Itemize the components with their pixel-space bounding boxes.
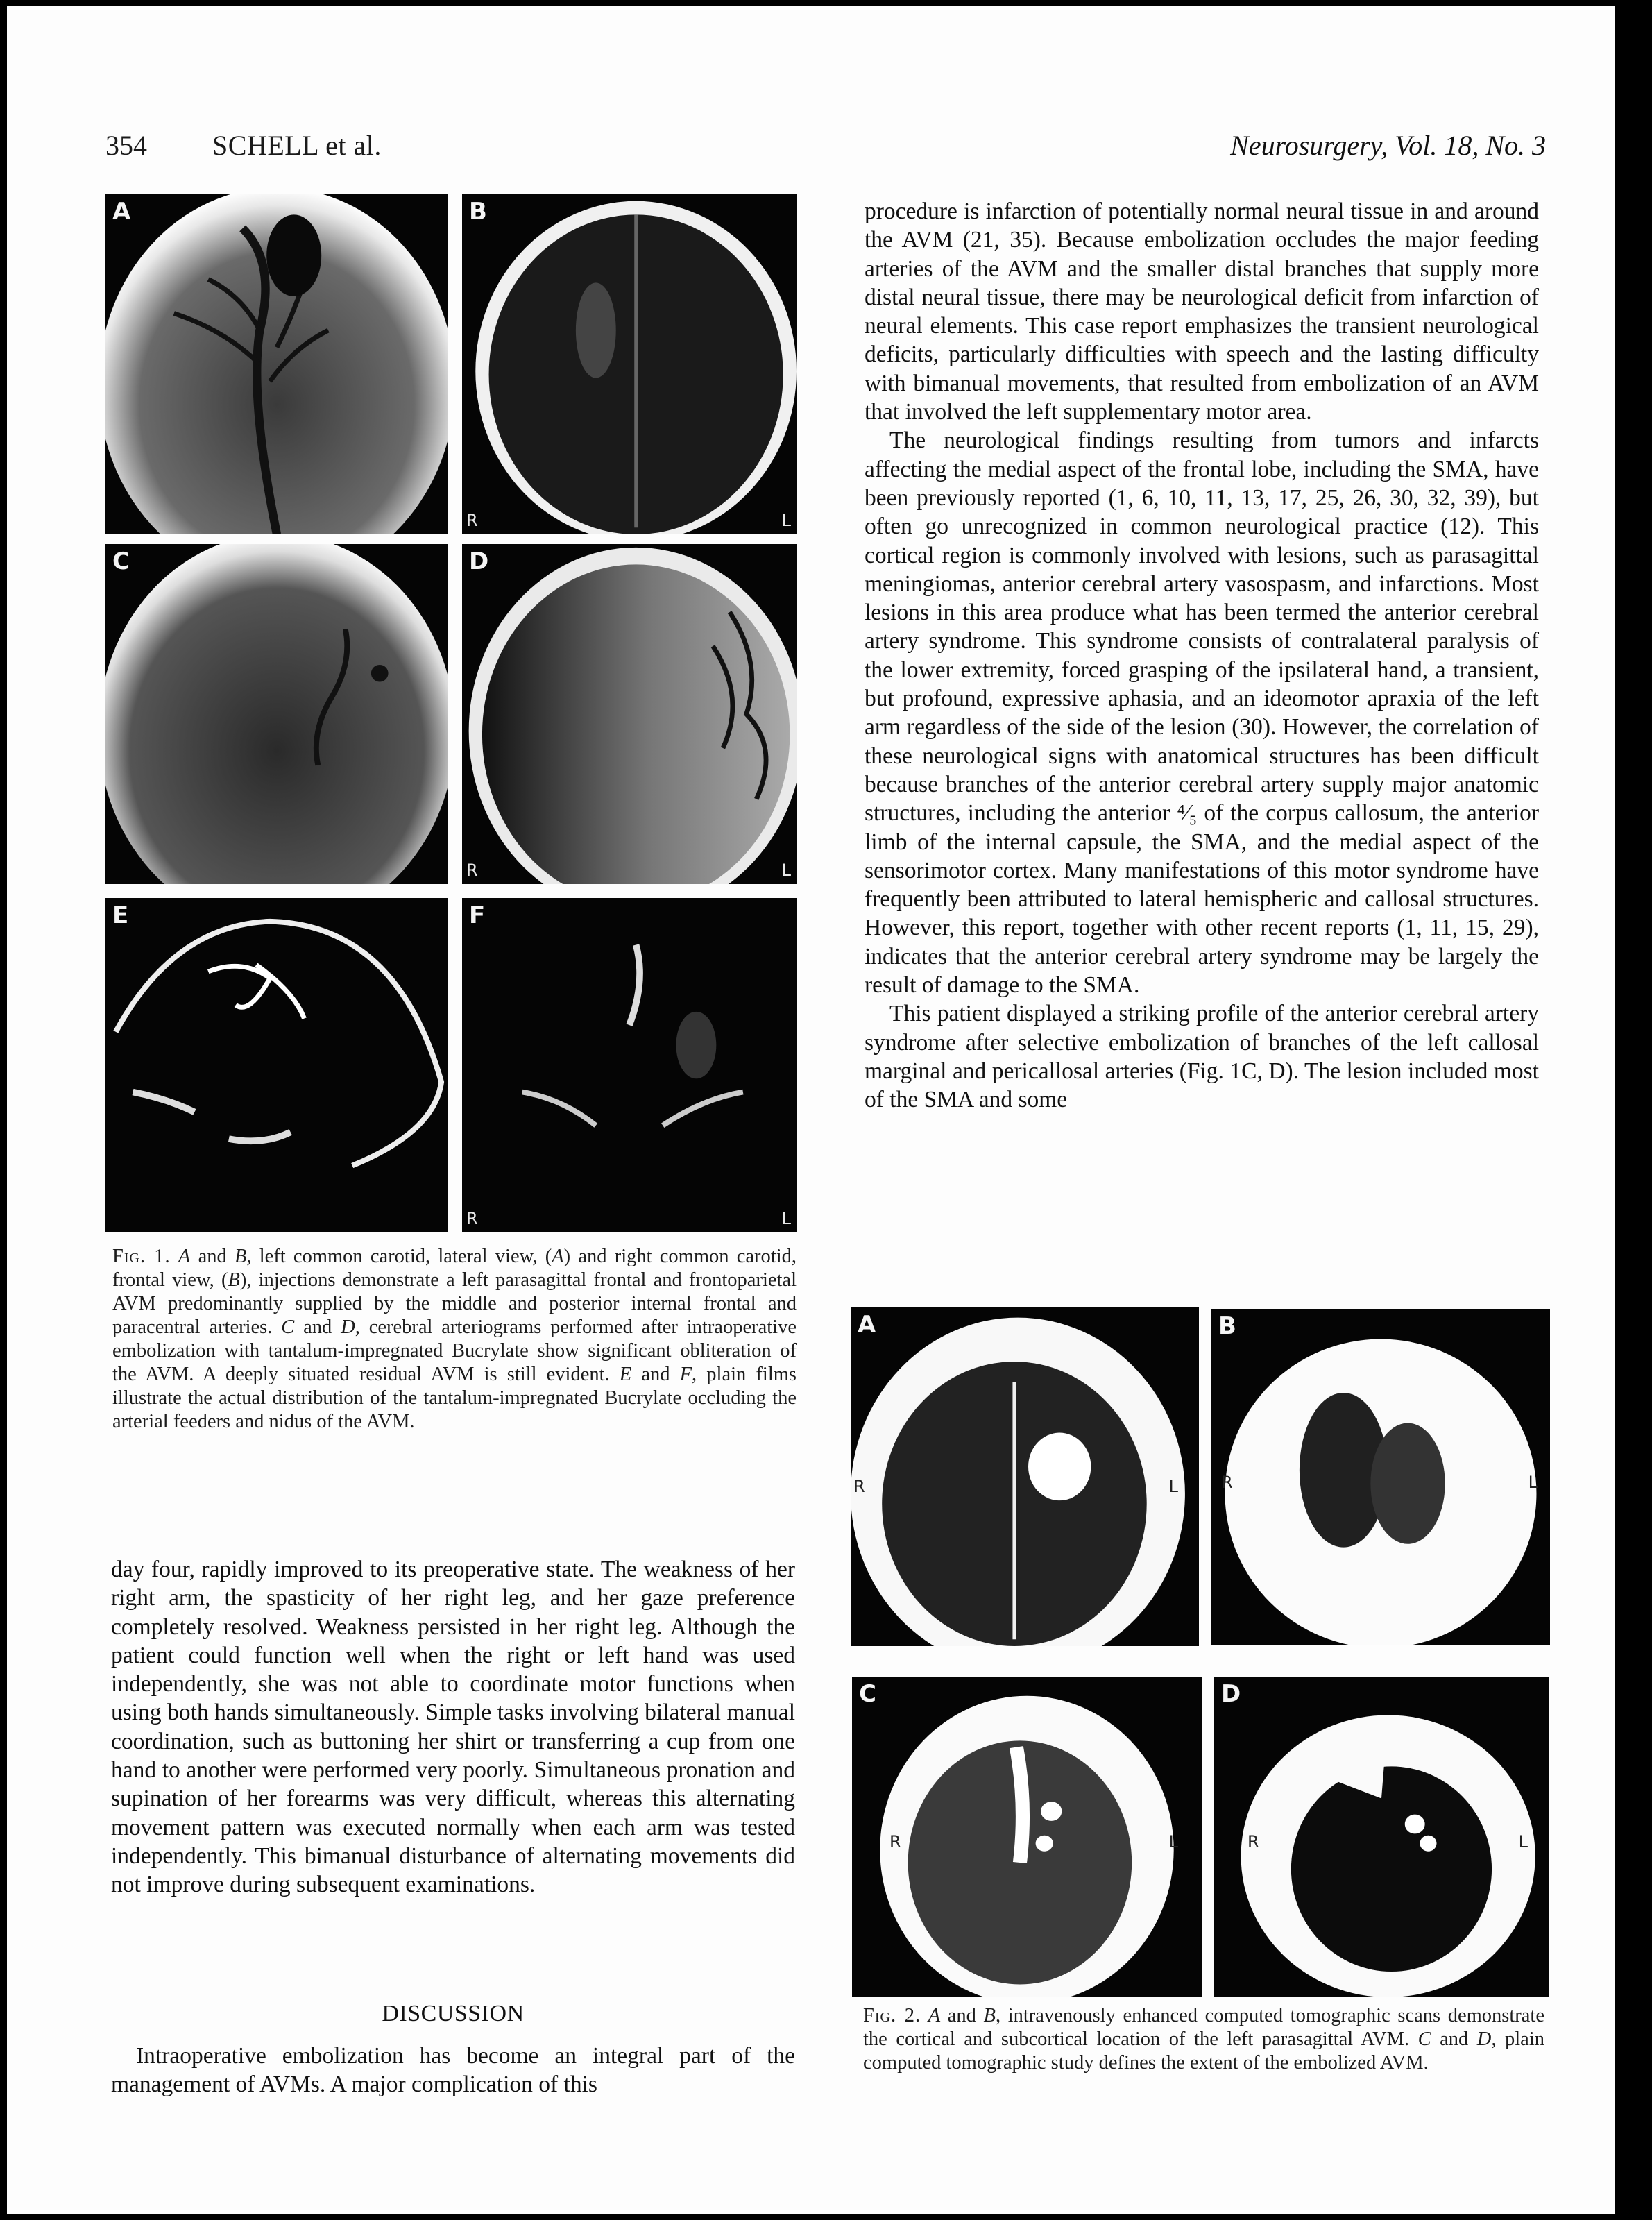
figure-2-panel-c xyxy=(852,1677,1202,1997)
right-side-marker: R xyxy=(466,861,478,880)
right-column-text xyxy=(865,197,1539,1115)
left-side-marker: L xyxy=(781,861,791,880)
panel-label: D xyxy=(469,548,489,575)
figure-1-caption xyxy=(112,1245,797,1434)
running-head-authors: SCHELL et al. xyxy=(212,130,382,161)
panel-label: F xyxy=(469,901,486,929)
figure-1-panel-f xyxy=(462,898,797,1232)
figure-2-panel-b xyxy=(1211,1309,1550,1645)
section-heading-discussion: DISCUSSION xyxy=(382,2001,525,2026)
angiogram-frontal-post-image xyxy=(462,544,797,884)
figure-2-caption-label: Fig. 2. xyxy=(863,2005,921,2026)
paragraph: day four, rapidly improved to its preoperative state. The weakness of her right arm, the spasticity of her right leg, and her gaze preference completely resolved. Weakness persisted in her right leg. Although the patient could function well when the right or left hand was used independently, she was not able to coordinate motor functions when using both hands simultaneously. Simple tasks involving bilateral manual coordination, such as buttoning her shirt or transferring a cup from one hand to another were performed very poorly. Simultaneous pronation and supination of her forearms was very difficult, whereas this alternating movement pattern was executed normally when each arm was tested independently. This bimanual disturbance of alternating movements did not improve during subsequent examinations. xyxy=(111,1557,795,1898)
figure-2-panel-d xyxy=(1214,1677,1549,1997)
angiogram-lateral-post-image xyxy=(105,544,448,884)
panel-label: A xyxy=(112,198,131,226)
right-side-marker: R xyxy=(853,1477,865,1496)
figure-2-caption xyxy=(863,2004,1544,2075)
right-side-marker: R xyxy=(466,1209,478,1228)
panel-label: C xyxy=(859,1680,876,1708)
panel-label: C xyxy=(112,548,130,575)
figure-1-panel-d xyxy=(462,544,797,884)
figure-1-caption-label: Fig. 1. xyxy=(112,1246,171,1267)
discussion-text xyxy=(111,2042,795,2099)
paragraph: procedure is infarction of potentially normal neural tissue in and around the AVM (21, 35). Because embolization occludes the major feeding arteries of the AVM and the smaller distal branches that supply more distal neural tissue, there may be neurological deficit from infarction of neural elements. This case report emphasizes the transient neurological deficits, particularly difficulties with speech and the lasting difficulty with bimanual movements, that resulted from embolization of an AVM that involved the left supplementary motor area. xyxy=(865,198,1539,425)
ct-plain-image-d xyxy=(1214,1677,1549,1997)
figure-1-caption-text: A and B, left common carotid, lateral view, (A) and right common carotid, frontal view, (B), injections demonstrate a left parasagittal frontal and frontoparietal AVM predominantly supplied by the middle and posterior internal frontal and paracentral arteries. C and D, cerebral arteriograms performed after intraoperative embolization with tantalum-impregnated Bucrylate show significant obliteration of the AVM. A deeply situated residual AVM is still evident. E and F, plain films illustrate the actual distribution of the tantalum-impregnated Bucrylate occluding the arterial feeders and nidus of the AVM. xyxy=(112,1246,797,1432)
angiogram-lateral-image xyxy=(105,194,448,534)
paragraph: Intraoperative embolization has become an integral part of the management of AVMs. A major complication of this xyxy=(111,2043,795,2098)
figure-1-panel-a xyxy=(105,194,448,534)
panel-label: A xyxy=(858,1311,876,1339)
figure-1-panel-c xyxy=(105,544,448,884)
ct-plain-image-c xyxy=(852,1677,1202,1997)
panel-label: E xyxy=(112,901,129,929)
journal-page xyxy=(7,6,1615,2214)
page-number: 354 xyxy=(105,130,147,161)
left-side-marker: L xyxy=(781,1209,791,1228)
left-column-text xyxy=(111,1555,795,1899)
angiogram-frontal-image xyxy=(462,194,797,534)
left-side-marker: L xyxy=(1168,1832,1178,1852)
paragraph: This patient displayed a striking profile of the anterior cerebral artery syndrome after selective embolization of branches of the left callosal marginal and pericallosal arteries (Fig. 1C, D). The lesion included most of the SMA and some xyxy=(865,1001,1539,1113)
ct-enhanced-image-b xyxy=(1211,1309,1550,1645)
left-side-marker: L xyxy=(1518,1832,1528,1852)
paragraph: The neurological findings resulting from tumors and infarcts affecting the medial aspect of the frontal lobe, including the SMA, have been previously reported (1, 6, 10, 11, 13, 17, 25, 26, 30, 32, 39), but often go unrecognized in common neurological practice (12). This cortical region is commonly involved with lesions, such as parasagittal meningiomas, anterior cerebral artery vasospasm, and infarctions. Most lesions in this area produce what has been termed the anterior cerebral artery syndrome. This syndrome consists of contralateral paralysis of the lower extremity, forced grasping of the ipsilateral hand, a transient, but profound, expressive aphasia, and an ideomotor apraxia of the left arm regardless of the side of the lesion (30). However, the correlation of these neurological signs with anatomical structures has been difficult because branches of the anterior cerebral artery supply major anatomic structures, including the anterior ⁴⁄₅ of the corpus callosum, the anterior limb of the internal capsule, the SMA, and the medial aspect of the sensorimotor cortex. Many manifestations of this motor syndrome have frequently been attributed to lateral hemispheric and callosal structures. However, this report, together with other recent reports (1, 11, 15, 29), indicates that the anterior cerebral artery syndrome may be largely the result of damage to the SMA. xyxy=(865,427,1539,999)
right-side-marker: R xyxy=(1247,1832,1259,1852)
panel-label: B xyxy=(1218,1312,1236,1340)
left-side-marker: L xyxy=(781,511,791,530)
panel-label: B xyxy=(469,198,487,226)
panel-label: D xyxy=(1221,1680,1241,1708)
figure-2-caption-text: A and B, intravenously enhanced computed tomographic scans demonstrate the cortical and subcortical location of the left parasagittal AVM. C and D, plain computed tomographic study defines the extent of the embolized AVM. xyxy=(863,2005,1544,2074)
ct-enhanced-image-a xyxy=(851,1307,1199,1646)
figure-1-panel-b xyxy=(462,194,797,534)
plain-film-lateral-image xyxy=(105,898,448,1232)
figure-2-panel-a xyxy=(851,1307,1199,1646)
plain-film-frontal-image xyxy=(462,898,797,1232)
figure-1-panel-e xyxy=(105,898,448,1232)
right-side-marker: R xyxy=(889,1832,901,1852)
right-side-marker: R xyxy=(1221,1473,1233,1492)
left-side-marker: L xyxy=(1168,1477,1178,1496)
left-side-marker: L xyxy=(1528,1473,1538,1492)
running-head-journal: Neurosurgery, Vol. 18, No. 3 xyxy=(1230,130,1546,161)
right-side-marker: R xyxy=(466,511,478,530)
